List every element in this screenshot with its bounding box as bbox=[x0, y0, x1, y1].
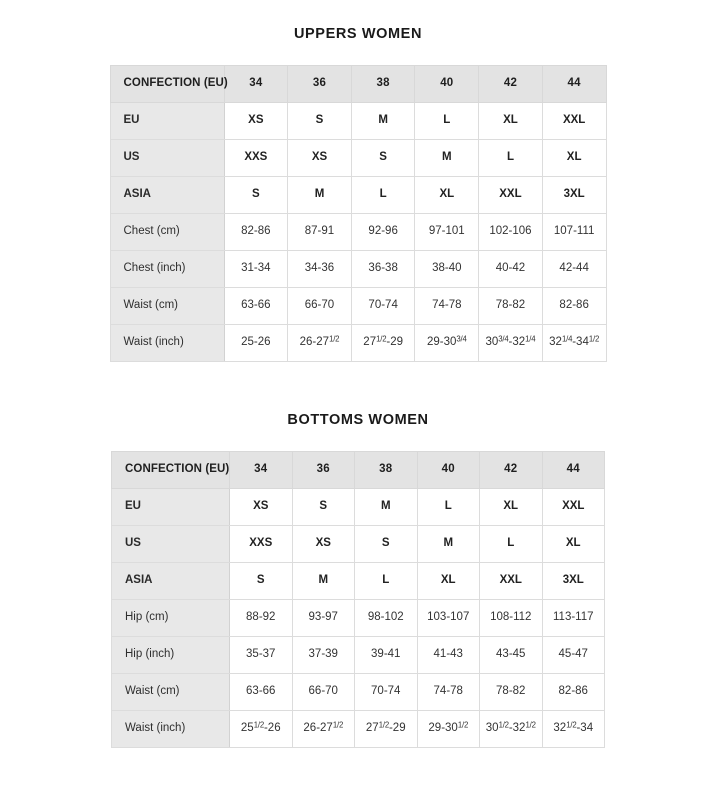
table-cell: S bbox=[224, 176, 288, 213]
table-cell: S bbox=[351, 139, 415, 176]
table-cell: $25^{1/2}-26$ bbox=[230, 710, 293, 747]
size-chart-bottoms-women bbox=[0, 362, 716, 748]
table-cell: L bbox=[480, 525, 543, 562]
column-header-size: 34 bbox=[230, 451, 293, 488]
column-header-size: 34 bbox=[224, 65, 288, 102]
table-cell: XXS bbox=[224, 139, 288, 176]
table-cell: XL bbox=[542, 525, 605, 562]
table-wrapper-uppers bbox=[0, 65, 716, 362]
table-row bbox=[110, 102, 606, 139]
table-row bbox=[112, 488, 605, 525]
table-cell: 102-106 bbox=[479, 213, 543, 250]
table-header-row bbox=[112, 451, 605, 488]
table-cell: S bbox=[355, 525, 418, 562]
row-label: US bbox=[112, 525, 230, 562]
column-header-size: 38 bbox=[355, 451, 418, 488]
table-cell: 66-70 bbox=[288, 287, 352, 324]
table-cell: 3XL bbox=[542, 562, 605, 599]
table-cell: XXS bbox=[230, 525, 293, 562]
table-row bbox=[110, 287, 606, 324]
row-label: Chest (inch) bbox=[110, 250, 224, 287]
table-cell: 113-117 bbox=[542, 599, 605, 636]
table-cell: 37-39 bbox=[292, 636, 355, 673]
table-cell: 74-78 bbox=[417, 673, 480, 710]
column-header-size: 44 bbox=[542, 451, 605, 488]
table-cell: XL bbox=[542, 139, 606, 176]
table-cell: S bbox=[292, 488, 355, 525]
table-cell: M bbox=[292, 562, 355, 599]
table-cell: 38-40 bbox=[415, 250, 479, 287]
table-cell: 31-34 bbox=[224, 250, 288, 287]
table-cell: 78-82 bbox=[479, 287, 543, 324]
column-header-size: 40 bbox=[415, 65, 479, 102]
table-row bbox=[112, 673, 605, 710]
row-label: EU bbox=[112, 488, 230, 525]
table-cell: $30^{3/4}-32^{1/4}$ bbox=[479, 324, 543, 361]
row-label: Waist (inch) bbox=[110, 324, 224, 361]
table-row bbox=[110, 250, 606, 287]
table-cell: XS bbox=[292, 525, 355, 562]
row-label: Waist (cm) bbox=[110, 287, 224, 324]
column-header-size: 40 bbox=[417, 451, 480, 488]
table-row bbox=[112, 562, 605, 599]
table-cell: 63-66 bbox=[224, 287, 288, 324]
table-cell: M bbox=[351, 102, 415, 139]
table-cell: L bbox=[415, 102, 479, 139]
row-label: ASIA bbox=[112, 562, 230, 599]
size-table-bottoms bbox=[111, 451, 605, 748]
table-cell: 82-86 bbox=[542, 287, 606, 324]
size-table-uppers bbox=[110, 65, 607, 362]
table-cell: XXL bbox=[542, 488, 605, 525]
page-title-bottoms: BOTTOMS WOMEN bbox=[287, 411, 429, 428]
table-header-row bbox=[110, 65, 606, 102]
table-row bbox=[112, 636, 605, 673]
table-cell: 36-38 bbox=[351, 250, 415, 287]
row-label: ASIA bbox=[110, 176, 224, 213]
table-cell: 42-44 bbox=[542, 250, 606, 287]
table-cell: 98-102 bbox=[355, 599, 418, 636]
size-table-body-bottoms bbox=[112, 451, 605, 747]
table-row bbox=[110, 176, 606, 213]
table-cell: 78-82 bbox=[480, 673, 543, 710]
table-cell: M bbox=[288, 176, 352, 213]
column-header-size: 36 bbox=[288, 65, 352, 102]
table-row bbox=[112, 525, 605, 562]
table-cell: XS bbox=[224, 102, 288, 139]
column-header-size: 42 bbox=[480, 451, 543, 488]
table-cell: XS bbox=[288, 139, 352, 176]
table-cell: $27^{1/2}-29$ bbox=[351, 324, 415, 361]
table-cell: 92-96 bbox=[351, 213, 415, 250]
table-row bbox=[110, 139, 606, 176]
table-cell: 103-107 bbox=[417, 599, 480, 636]
table-cell: 34-36 bbox=[288, 250, 352, 287]
row-label: EU bbox=[110, 102, 224, 139]
table-cell: XL bbox=[479, 102, 543, 139]
table-cell: XXL bbox=[542, 102, 606, 139]
size-table-body-uppers bbox=[110, 65, 606, 361]
table-cell: 25-26 bbox=[224, 324, 288, 361]
row-label: Chest (cm) bbox=[110, 213, 224, 250]
table-cell: M bbox=[355, 488, 418, 525]
table-cell: 3XL bbox=[542, 176, 606, 213]
table-cell: $29-30^{3/4}$ bbox=[415, 324, 479, 361]
table-cell: L bbox=[479, 139, 543, 176]
table-cell: L bbox=[417, 488, 480, 525]
table-cell: XXL bbox=[479, 176, 543, 213]
table-row bbox=[110, 213, 606, 250]
size-chart-uppers-women bbox=[0, 0, 716, 362]
table-cell: XL bbox=[415, 176, 479, 213]
table-cell: $26-27^{1/2}$ bbox=[288, 324, 352, 361]
table-cell: $26-27^{1/2}$ bbox=[292, 710, 355, 747]
table-cell: 45-47 bbox=[542, 636, 605, 673]
table-cell: 97-101 bbox=[415, 213, 479, 250]
table-cell: $29-30^{1/2}$ bbox=[417, 710, 480, 747]
table-cell: 70-74 bbox=[351, 287, 415, 324]
table-cell: $32^{1/4}-34^{1/2}$ bbox=[542, 324, 606, 361]
table-cell: S bbox=[230, 562, 293, 599]
table-cell: XL bbox=[417, 562, 480, 599]
table-cell: L bbox=[355, 562, 418, 599]
table-cell: 43-45 bbox=[480, 636, 543, 673]
table-cell: $32^{1/2}-34$ bbox=[542, 710, 605, 747]
table-cell: 108-112 bbox=[480, 599, 543, 636]
table-cell: M bbox=[415, 139, 479, 176]
table-cell: $30^{1/2}-32^{1/2}$ bbox=[480, 710, 543, 747]
table-cell: $27^{1/2}-29$ bbox=[355, 710, 418, 747]
row-label: Hip (inch) bbox=[112, 636, 230, 673]
table-cell: 74-78 bbox=[415, 287, 479, 324]
table-row bbox=[110, 324, 606, 361]
table-cell: 70-74 bbox=[355, 673, 418, 710]
table-row bbox=[112, 599, 605, 636]
table-cell: 41-43 bbox=[417, 636, 480, 673]
row-label: Waist (inch) bbox=[112, 710, 230, 747]
column-header-confection: CONFECTION (EU) bbox=[112, 451, 230, 488]
table-cell: L bbox=[351, 176, 415, 213]
row-label: Waist (cm) bbox=[112, 673, 230, 710]
column-header-size: 42 bbox=[479, 65, 543, 102]
table-cell: 107-111 bbox=[542, 213, 606, 250]
table-cell: 82-86 bbox=[542, 673, 605, 710]
table-cell: 88-92 bbox=[230, 599, 293, 636]
table-row bbox=[112, 710, 605, 747]
table-cell: 35-37 bbox=[230, 636, 293, 673]
column-header-size: 38 bbox=[351, 65, 415, 102]
table-cell: 40-42 bbox=[479, 250, 543, 287]
column-header-size: 44 bbox=[542, 65, 606, 102]
table-cell: XS bbox=[230, 488, 293, 525]
row-label: US bbox=[110, 139, 224, 176]
page-title-uppers: UPPERS WOMEN bbox=[293, 26, 423, 42]
column-header-size: 36 bbox=[292, 451, 355, 488]
table-cell: M bbox=[417, 525, 480, 562]
column-header-confection: CONFECTION (EU) bbox=[110, 65, 224, 102]
table-cell: 39-41 bbox=[355, 636, 418, 673]
table-cell: 63-66 bbox=[230, 673, 293, 710]
row-label: Hip (cm) bbox=[112, 599, 230, 636]
table-cell: 87-91 bbox=[288, 213, 352, 250]
table-cell: S bbox=[288, 102, 352, 139]
table-cell: XXL bbox=[480, 562, 543, 599]
table-cell: XL bbox=[480, 488, 543, 525]
table-cell: 82-86 bbox=[224, 213, 288, 250]
table-cell: 66-70 bbox=[292, 673, 355, 710]
table-cell: 93-97 bbox=[292, 599, 355, 636]
table-wrapper-bottoms bbox=[0, 451, 716, 748]
